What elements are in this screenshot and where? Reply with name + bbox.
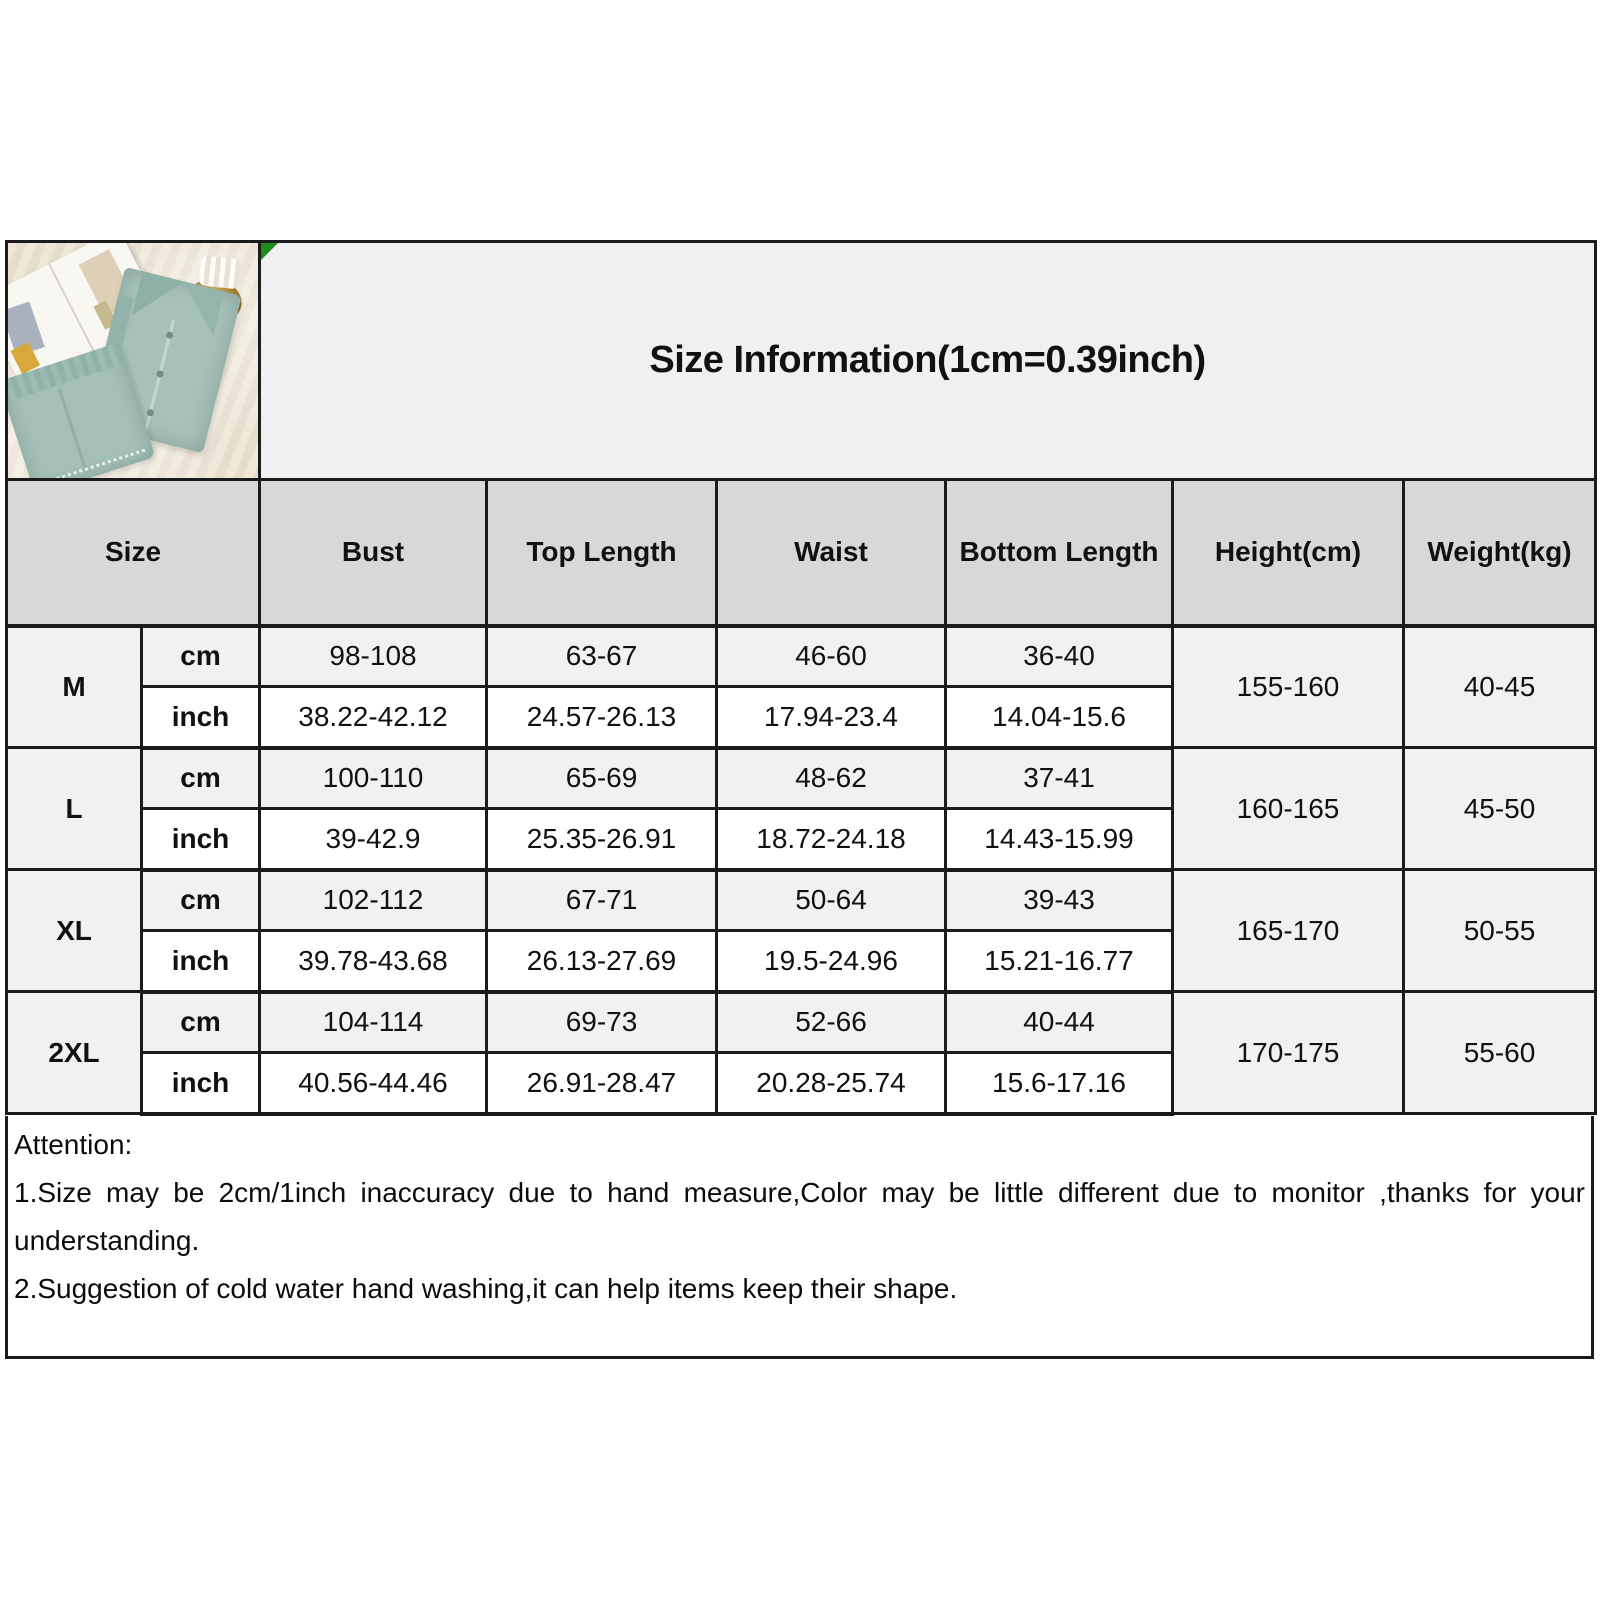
table-row [7,870,1596,931]
cell-top-length: 69-73 [487,992,717,1053]
cell-bust: 104-114 [260,992,487,1053]
cell-bust: 40.56-44.46 [260,1053,487,1114]
cell-height: 160-165 [1173,748,1404,870]
cell-bust: 100-110 [260,748,487,809]
unit-label: cm [142,992,260,1053]
cell-waist: 50-64 [717,870,946,931]
column-header-size: Size [7,480,260,626]
unit-label: inch [142,809,260,870]
table-row [7,626,1596,687]
top-banner-row [7,242,1596,480]
cell-bust: 98-108 [260,626,487,687]
column-header-bottom-length: Bottom Length [946,480,1173,626]
unit-label: cm [142,748,260,809]
column-header-waist: Waist [717,480,946,626]
cell-waist: 20.28-25.74 [717,1053,946,1114]
column-header-weight: Weight(kg) [1404,480,1596,626]
product-image [7,242,260,480]
cell-weight: 50-55 [1404,870,1596,992]
cell-waist: 19.5-24.96 [717,931,946,992]
size-label-l: L [7,748,142,870]
cell-bottom-length: 15.21-16.77 [946,931,1173,992]
chart-title: Size Information(1cm=0.39inch) [649,339,1206,381]
attention-heading: Attention: [14,1128,133,1160]
cell-top-length: 26.91-28.47 [487,1053,717,1114]
chart-title-cell [260,242,1596,480]
cell-bust: 102-112 [260,870,487,931]
product-photo-graphic [8,243,258,478]
size-label-xl: XL [7,870,142,992]
cell-bust: 39.78-43.68 [260,931,487,992]
cell-height: 165-170 [1173,870,1404,992]
table-row [7,992,1596,1053]
attention-note-2: 2.Suggestion of cold water hand washing,it can help items keep their shape. [14,1272,958,1304]
cell-top-length: 63-67 [487,626,717,687]
cell-top-length: 65-69 [487,748,717,809]
cell-corner-marker-icon [261,243,278,260]
attention-section [5,1116,1594,1359]
cell-bottom-length: 36-40 [946,626,1173,687]
cell-height: 155-160 [1173,626,1404,748]
column-header-height: Height(cm) [1173,480,1404,626]
unit-label: cm [142,870,260,931]
size-chart-sheet [5,240,1594,1359]
cell-waist: 46-60 [717,626,946,687]
table-row [7,748,1596,809]
size-table [5,240,1597,1116]
cell-weight: 55-60 [1404,992,1596,1114]
unit-label: inch [142,931,260,992]
cell-bottom-length: 15.6-17.16 [946,1053,1173,1114]
cell-bust: 38.22-42.12 [260,687,487,748]
cell-waist: 52-66 [717,992,946,1053]
cell-height: 170-175 [1173,992,1404,1114]
size-label-2xl: 2XL [7,992,142,1114]
cell-bottom-length: 14.04-15.6 [946,687,1173,748]
cell-bottom-length: 37-41 [946,748,1173,809]
cell-top-length: 25.35-26.91 [487,809,717,870]
cell-waist: 18.72-24.18 [717,809,946,870]
cell-weight: 45-50 [1404,748,1596,870]
size-label-m: M [7,626,142,748]
column-header-top-length: Top Length [487,480,717,626]
cell-bust: 39-42.9 [260,809,487,870]
column-header-bust: Bust [260,480,487,626]
attention-note-1: 1.Size may be 2cm/1inch inaccuracy due to hand measure,Color may be little different due to monitor ,thanks for your understanding. [14,1176,1585,1256]
cell-bottom-length: 14.43-15.99 [946,809,1173,870]
cell-top-length: 24.57-26.13 [487,687,717,748]
cell-weight: 40-45 [1404,626,1596,748]
cell-waist: 17.94-23.4 [717,687,946,748]
cell-bottom-length: 39-43 [946,870,1173,931]
table-header-row [7,480,1596,626]
unit-label: inch [142,1053,260,1114]
cell-top-length: 26.13-27.69 [487,931,717,992]
unit-label: cm [142,626,260,687]
unit-label: inch [142,687,260,748]
cell-top-length: 67-71 [487,870,717,931]
cell-waist: 48-62 [717,748,946,809]
cell-bottom-length: 40-44 [946,992,1173,1053]
